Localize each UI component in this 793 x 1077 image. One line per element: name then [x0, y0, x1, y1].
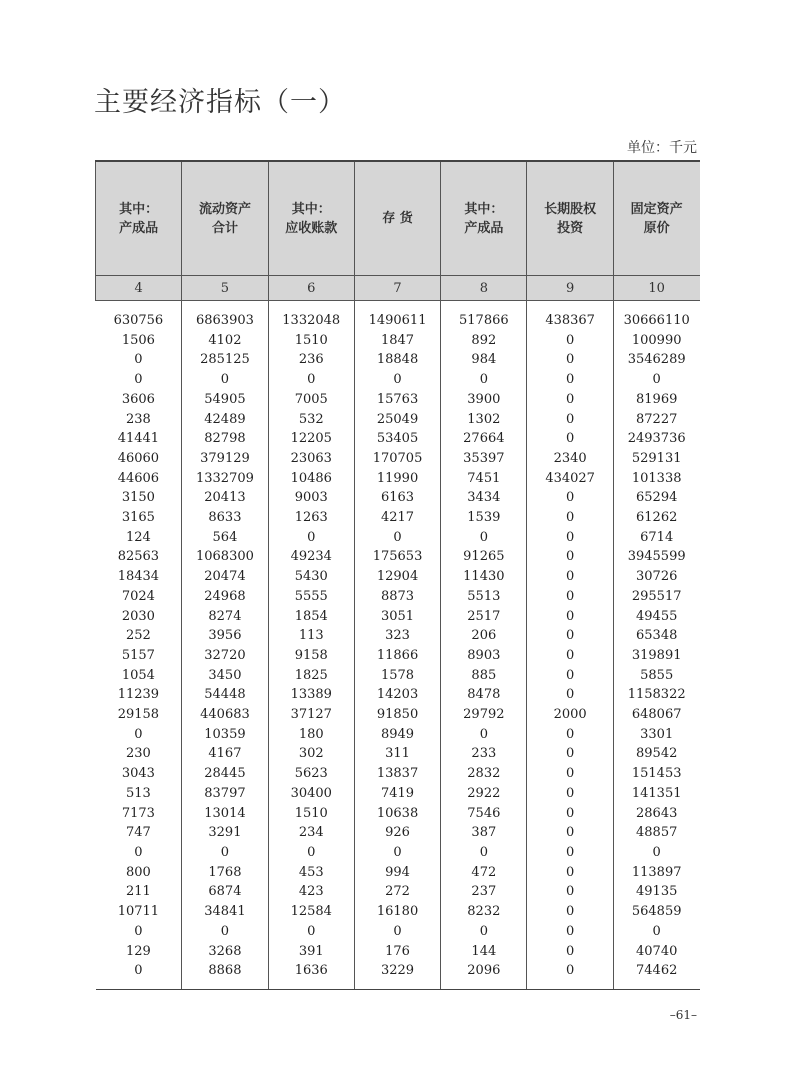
table-cell: 8633 [182, 508, 268, 528]
table-cell: 391 [268, 942, 354, 962]
table-cell: 170705 [354, 449, 440, 469]
table-cell: 206 [441, 626, 527, 646]
table-cell: 10359 [182, 725, 268, 745]
table-cell: 0 [527, 547, 613, 567]
table-end-row [96, 981, 700, 990]
table-row [96, 823, 700, 843]
table-cell: 1539 [441, 508, 527, 528]
table-cell: 233 [441, 744, 527, 764]
table-cell: 100990 [613, 331, 699, 351]
column-number: 10 [613, 276, 699, 301]
table-cell: 0 [613, 370, 699, 390]
table-cell: 0 [527, 804, 613, 824]
table-cell: 3900 [441, 390, 527, 410]
table-cell: 0 [354, 843, 440, 863]
table-cell: 8949 [354, 725, 440, 745]
table-cell: 87227 [613, 410, 699, 430]
table-cell: 30726 [613, 567, 699, 587]
table-cell: 1068300 [182, 547, 268, 567]
table-cell: 0 [268, 528, 354, 548]
table-cell: 285125 [182, 350, 268, 370]
table-cell: 61262 [613, 508, 699, 528]
table-row [96, 942, 700, 962]
table-cell: 0 [527, 587, 613, 607]
table-cell: 0 [134, 963, 143, 979]
table-cell: 11430 [441, 567, 527, 587]
table-row [96, 469, 700, 489]
table-cell: 44606 [117, 470, 160, 486]
table-row [96, 902, 700, 922]
table-cell: 15763 [354, 390, 440, 410]
table-cell: 3268 [182, 942, 268, 962]
table-cell: 2493736 [613, 429, 699, 449]
table-cell: 4217 [354, 508, 440, 528]
table-cell: 440683 [182, 705, 268, 725]
table-cell: 144 [441, 942, 527, 962]
table-cell: 1854 [268, 607, 354, 627]
table-cell: 10638 [354, 804, 440, 824]
table-cell: 8873 [354, 587, 440, 607]
table-cell: 28445 [182, 764, 268, 784]
table-cell: 630756 [113, 313, 164, 328]
table-cell: 0 [527, 784, 613, 804]
table-row [96, 547, 700, 567]
table-cell: 472 [441, 863, 527, 883]
table-cell: 302 [268, 744, 354, 764]
column-number: 4 [96, 276, 182, 301]
table-cell: 151453 [613, 764, 699, 784]
table-cell: 0 [268, 370, 354, 390]
table-cell: 236 [268, 350, 354, 370]
table-cell: 13837 [354, 764, 440, 784]
table-row [96, 607, 700, 627]
economic-indicators-table [95, 160, 700, 990]
table-cell: 0 [268, 843, 354, 863]
table-cell: 7005 [268, 390, 354, 410]
table-row [96, 705, 700, 725]
table-cell: 379129 [182, 449, 268, 469]
table-cell: 0 [613, 843, 699, 863]
table-cell: 0 [527, 528, 613, 548]
column-header: 长期股权 投资 [527, 161, 613, 276]
table-cell: 29158 [117, 707, 160, 723]
table-cell: 800 [125, 864, 151, 880]
table-cell: 141351 [613, 784, 699, 804]
table-cell: 211 [125, 884, 151, 900]
table-cell: 2000 [527, 705, 613, 725]
table-cell: 0 [527, 508, 613, 528]
table-cell: 1302 [441, 410, 527, 430]
table-cell: 387 [441, 823, 527, 843]
table-cell: 0 [268, 922, 354, 942]
table-cell: 6163 [354, 488, 440, 508]
table-header-row [96, 161, 700, 276]
table-cell: 311 [354, 744, 440, 764]
table-cell: 3434 [441, 488, 527, 508]
table-cell: 82563 [117, 549, 160, 565]
table-cell: 1490611 [354, 311, 440, 331]
table-row [96, 744, 700, 764]
table-row [96, 410, 700, 430]
table-cell: 18434 [117, 569, 160, 585]
table-cell: 13389 [268, 685, 354, 705]
table-cell: 91850 [354, 705, 440, 725]
table-cell: 1510 [268, 331, 354, 351]
table-cell: 3945599 [613, 547, 699, 567]
table-cell: 1636 [268, 961, 354, 981]
table-cell: 5623 [268, 764, 354, 784]
table-cell: 42489 [182, 410, 268, 430]
table-cell: 0 [354, 922, 440, 942]
table-cell: 5513 [441, 587, 527, 607]
table-cell: 3291 [182, 823, 268, 843]
table-cell: 0 [527, 370, 613, 390]
table-body [96, 301, 700, 990]
table-cell: 35397 [441, 449, 527, 469]
table-cell: 238 [125, 411, 151, 427]
table-cell: 5855 [613, 666, 699, 686]
column-number: 9 [527, 276, 613, 301]
table-cell: 0 [527, 725, 613, 745]
table-row [96, 587, 700, 607]
table-cell: 564 [182, 528, 268, 548]
table-cell: 11239 [117, 687, 160, 703]
column-number: 7 [354, 276, 440, 301]
table-cell: 24968 [182, 587, 268, 607]
table-cell: 74462 [613, 961, 699, 981]
table-cell: 564859 [613, 902, 699, 922]
table-cell: 1332048 [268, 311, 354, 331]
economic-indicators-table-container [95, 160, 699, 990]
table-cell: 2030 [121, 608, 155, 624]
table-cell: 9158 [268, 646, 354, 666]
table-cell: 0 [527, 666, 613, 686]
table-cell: 230 [125, 746, 151, 762]
table-cell: 434027 [527, 469, 613, 489]
table-cell: 7173 [121, 805, 155, 821]
table-cell: 0 [527, 685, 613, 705]
table-cell: 453 [268, 863, 354, 883]
table-cell: 65294 [613, 488, 699, 508]
table-cell: 6863903 [182, 311, 268, 331]
table-cell: 1054 [121, 667, 155, 683]
column-header: 固定资产 原价 [613, 161, 699, 276]
table-cell: 319891 [613, 646, 699, 666]
table-cell: 3150 [121, 490, 155, 506]
table-cell: 272 [354, 882, 440, 902]
table-cell: 2517 [441, 607, 527, 627]
table-cell: 176 [354, 942, 440, 962]
table-cell: 10711 [117, 904, 160, 920]
table-cell: 91265 [441, 547, 527, 567]
table-cell: 0 [527, 331, 613, 351]
table-cell: 234 [268, 823, 354, 843]
table-cell: 12904 [354, 567, 440, 587]
table-cell: 295517 [613, 587, 699, 607]
table-cell: 11866 [354, 646, 440, 666]
table-cell: 0 [527, 567, 613, 587]
table-cell: 3229 [354, 961, 440, 981]
table-cell: 48857 [613, 823, 699, 843]
column-number: 6 [268, 276, 354, 301]
table-row [96, 528, 700, 548]
table-cell: 12205 [268, 429, 354, 449]
table-cell: 0 [134, 726, 143, 742]
table-cell: 89542 [613, 744, 699, 764]
table-cell: 0 [527, 626, 613, 646]
table-cell: 5430 [268, 567, 354, 587]
table-cell: 2832 [441, 764, 527, 784]
table-cell: 1506 [121, 332, 155, 348]
table-cell: 129 [125, 943, 151, 959]
table-cell: 10486 [268, 469, 354, 489]
table-cell: 0 [527, 961, 613, 981]
table-cell: 0 [441, 725, 527, 745]
table-cell: 323 [354, 626, 440, 646]
table-cell: 0 [134, 844, 143, 860]
table-cell: 529131 [613, 449, 699, 469]
table-cell: 28643 [613, 804, 699, 824]
table-cell: 8903 [441, 646, 527, 666]
table-cell: 0 [527, 607, 613, 627]
column-header: 其中： 产成品 [441, 161, 527, 276]
table-cell: 423 [268, 882, 354, 902]
page-title: 主要经济指标（一） [94, 87, 346, 118]
table-cell: 513 [125, 785, 151, 801]
table-cell: 0 [527, 429, 613, 449]
table-row [96, 449, 700, 469]
table-cell: 1847 [354, 331, 440, 351]
table-cell: 7419 [354, 784, 440, 804]
table-cell: 648067 [613, 705, 699, 725]
table-cell: 2096 [441, 961, 527, 981]
table-cell: 1510 [268, 804, 354, 824]
table-cell: 83797 [182, 784, 268, 804]
table-row [96, 646, 700, 666]
table-cell: 3546289 [613, 350, 699, 370]
table-cell: 82798 [182, 429, 268, 449]
column-number: 5 [182, 276, 268, 301]
table-cell: 1158322 [613, 685, 699, 705]
table-cell: 27664 [441, 429, 527, 449]
table-row [96, 488, 700, 508]
table-cell: 0 [134, 352, 143, 368]
table-cell: 0 [182, 843, 268, 863]
table-cell: 40740 [613, 942, 699, 962]
table-cell: 3606 [121, 391, 155, 407]
table-cell: 32720 [182, 646, 268, 666]
table-cell: 2340 [527, 449, 613, 469]
table-cell: 0 [134, 372, 143, 388]
table-cell: 747 [125, 825, 151, 841]
table-row [96, 784, 700, 804]
page-number: –61– [669, 1008, 697, 1022]
table-cell: 49234 [268, 547, 354, 567]
table-cell: 18848 [354, 350, 440, 370]
table-cell: 3165 [121, 510, 155, 526]
table-cell: 517866 [441, 311, 527, 331]
table-cell: 124 [125, 529, 151, 545]
table-cell: 54448 [182, 685, 268, 705]
table-cell: 16180 [354, 902, 440, 922]
table-cell: 0 [527, 646, 613, 666]
table-cell: 7546 [441, 804, 527, 824]
table-cell: 0 [527, 488, 613, 508]
table-row [96, 804, 700, 824]
column-header: 其中： 应收账款 [268, 161, 354, 276]
table-cell: 54905 [182, 390, 268, 410]
table-cell: 180 [268, 725, 354, 745]
table-cell: 237 [441, 882, 527, 902]
table-cell: 0 [613, 922, 699, 942]
table-cell: 5555 [268, 587, 354, 607]
table-cell: 0 [527, 843, 613, 863]
table-cell: 984 [441, 350, 527, 370]
table-cell: 0 [527, 882, 613, 902]
table-cell: 0 [527, 823, 613, 843]
table-cell: 0 [527, 902, 613, 922]
table-cell: 25049 [354, 410, 440, 430]
table-cell: 8868 [182, 961, 268, 981]
table-cell: 0 [182, 922, 268, 942]
table-cell: 3301 [613, 725, 699, 745]
table-row [96, 429, 700, 449]
table-cell: 0 [441, 370, 527, 390]
table-cell: 0 [527, 922, 613, 942]
table-cell: 0 [527, 764, 613, 784]
table-cell: 23063 [268, 449, 354, 469]
table-cell: 5157 [121, 647, 155, 663]
table-cell: 113897 [613, 863, 699, 883]
table-row [96, 666, 700, 686]
table-cell: 3956 [182, 626, 268, 646]
table-cell: 0 [527, 390, 613, 410]
table-cell: 0 [441, 922, 527, 942]
table-row [96, 725, 700, 745]
table-cell: 8274 [182, 607, 268, 627]
table-cell: 6874 [182, 882, 268, 902]
table-cell: 41441 [117, 431, 160, 447]
column-header: 流动资产 合计 [182, 161, 268, 276]
unit-label: 单位：千元 [627, 140, 697, 156]
table-row [96, 961, 700, 981]
table-cell: 438367 [527, 311, 613, 331]
table-cell: 53405 [354, 429, 440, 449]
table-cell: 46060 [117, 450, 160, 466]
table-cell: 49135 [613, 882, 699, 902]
table-cell: 1263 [268, 508, 354, 528]
table-cell: 0 [527, 410, 613, 430]
table-row [96, 882, 700, 902]
column-number: 8 [441, 276, 527, 301]
table-cell: 20474 [182, 567, 268, 587]
table-cell: 37127 [268, 705, 354, 725]
table-row [96, 508, 700, 528]
table-cell: 101338 [613, 469, 699, 489]
table-cell: 29792 [441, 705, 527, 725]
table-cell: 81969 [613, 390, 699, 410]
table-cell: 30666110 [613, 311, 699, 331]
table-cell: 0 [441, 528, 527, 548]
table-cell: 7024 [121, 588, 155, 604]
table-cell: 1825 [268, 666, 354, 686]
table-cell: 2922 [441, 784, 527, 804]
table-cell: 7451 [441, 469, 527, 489]
table-cell: 885 [441, 666, 527, 686]
table-row [96, 764, 700, 784]
table-cell: 1768 [182, 863, 268, 883]
table-cell: 20413 [182, 488, 268, 508]
table-cell: 532 [268, 410, 354, 430]
table-cell: 3051 [354, 607, 440, 627]
table-cell: 30400 [268, 784, 354, 804]
column-header: 其中： 产成品 [96, 161, 182, 276]
table-cell: 0 [354, 370, 440, 390]
table-cell: 65348 [613, 626, 699, 646]
table-cell: 113 [268, 626, 354, 646]
table-cell: 994 [354, 863, 440, 883]
table-row [96, 626, 700, 646]
table-cell: 1578 [354, 666, 440, 686]
table-row [96, 370, 700, 390]
table-cell: 49455 [613, 607, 699, 627]
table-row [96, 685, 700, 705]
table-cell: 0 [182, 370, 268, 390]
table-cell: 1332709 [182, 469, 268, 489]
table-cell: 892 [441, 331, 527, 351]
column-header: 存 货 [354, 161, 440, 276]
table-cell: 4102 [182, 331, 268, 351]
table-cell: 6714 [613, 528, 699, 548]
table-cell: 12584 [268, 902, 354, 922]
table-row [96, 922, 700, 942]
table-row [96, 311, 700, 331]
table-cell: 0 [527, 942, 613, 962]
table-cell: 9003 [268, 488, 354, 508]
table-cell: 252 [125, 628, 151, 644]
table-row [96, 863, 700, 883]
table-cell: 14203 [354, 685, 440, 705]
table-cell: 13014 [182, 804, 268, 824]
table-cell: 175653 [354, 547, 440, 567]
table-cell: 926 [354, 823, 440, 843]
table-spacer-row [96, 301, 700, 312]
table-cell: 0 [527, 744, 613, 764]
table-cell: 0 [354, 528, 440, 548]
table-cell: 0 [527, 350, 613, 370]
table-cell: 0 [527, 863, 613, 883]
table-row [96, 390, 700, 410]
table-row [96, 567, 700, 587]
table-cell: 8478 [441, 685, 527, 705]
table-row [96, 331, 700, 351]
table-cell: 0 [134, 923, 143, 939]
table-cell: 3043 [121, 766, 155, 782]
table-cell: 8232 [441, 902, 527, 922]
table-cell: 4167 [182, 744, 268, 764]
table-cell: 11990 [354, 469, 440, 489]
table-row [96, 350, 700, 370]
table-cell: 34841 [182, 902, 268, 922]
table-row [96, 843, 700, 863]
table-cell: 0 [441, 843, 527, 863]
table-cell: 3450 [182, 666, 268, 686]
column-number-row [96, 276, 700, 301]
